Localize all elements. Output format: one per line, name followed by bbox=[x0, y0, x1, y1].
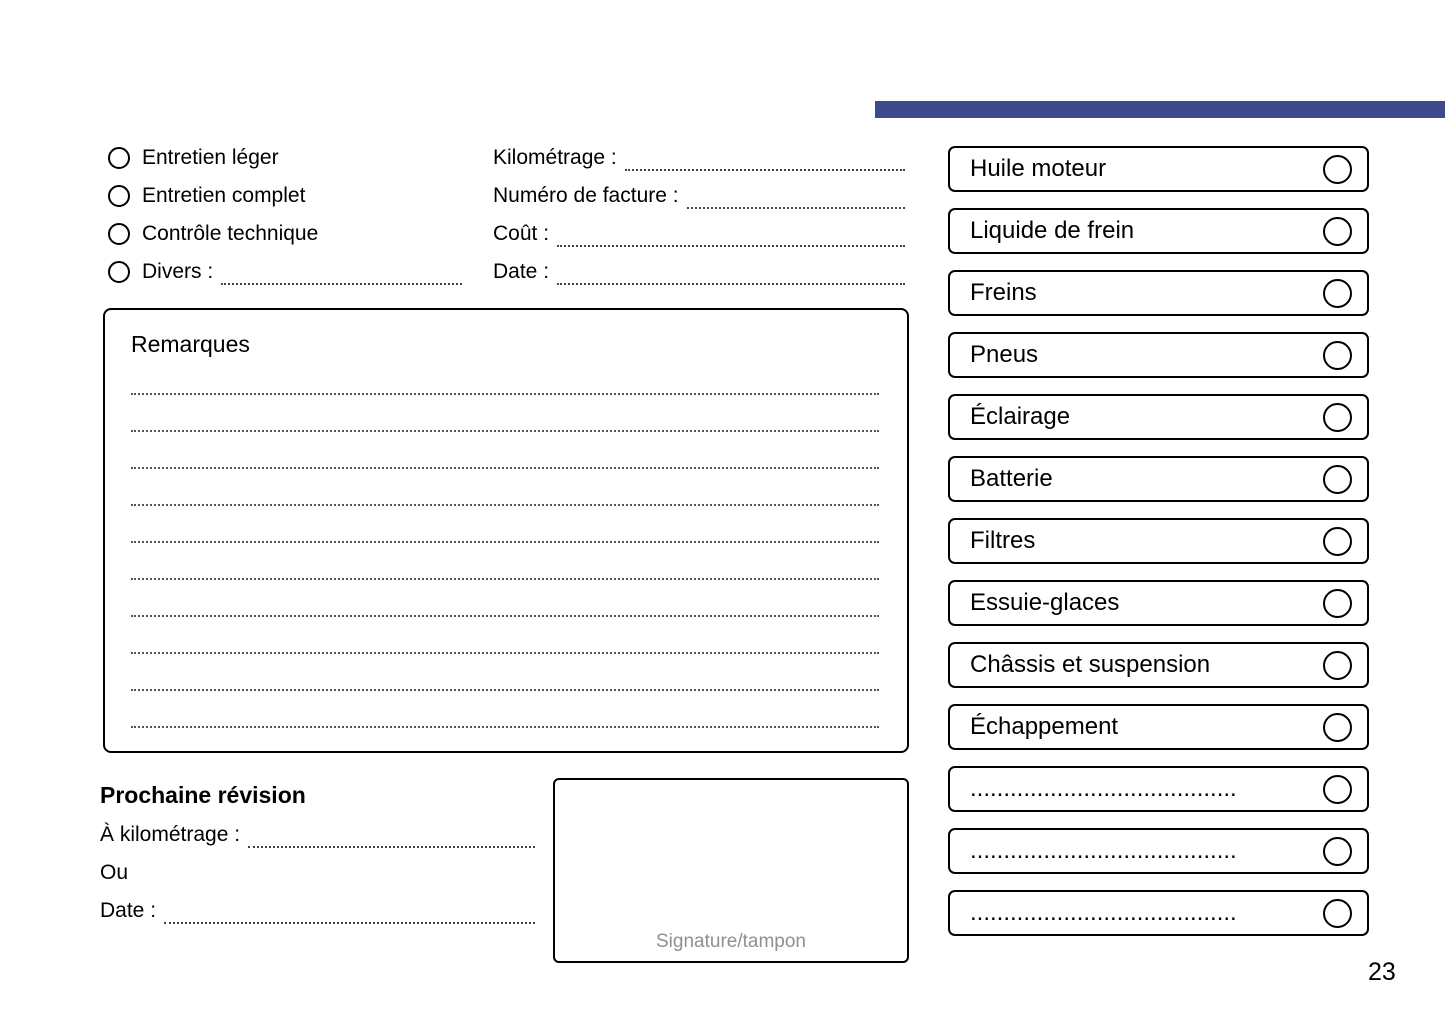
checklist-item-blank bbox=[948, 890, 1369, 936]
service-type-options bbox=[108, 139, 462, 291]
field-label: Kilométrage : bbox=[493, 146, 617, 169]
checklist-item-blank bbox=[948, 828, 1369, 874]
checklist-item-label: Éclairage bbox=[970, 403, 1071, 430]
checklist-item-label: Châssis et suspension bbox=[970, 651, 1211, 678]
checklist-item bbox=[948, 146, 1369, 192]
dotted-fill-line bbox=[557, 259, 905, 285]
invoice-fields bbox=[493, 139, 905, 291]
checklist-item-label: Huile moteur bbox=[970, 155, 1107, 182]
dotted-fill-line bbox=[131, 691, 879, 728]
check-circle[interactable] bbox=[1323, 527, 1352, 556]
next-service-title: Prochaine révision bbox=[100, 781, 306, 808]
checklist-item bbox=[948, 394, 1369, 440]
check-circle[interactable] bbox=[1323, 279, 1352, 308]
checklist-item-label: Freins bbox=[970, 279, 1037, 306]
field-label: À kilométrage : bbox=[100, 823, 241, 846]
dotted-fill-line bbox=[131, 654, 879, 691]
checklist-item-label: Liquide de frein bbox=[970, 217, 1135, 244]
checklist-item bbox=[948, 580, 1369, 626]
inspection-checklist bbox=[948, 146, 1369, 952]
service-option-row bbox=[108, 215, 462, 253]
dotted-fill-line bbox=[131, 506, 879, 543]
signature-box bbox=[553, 778, 909, 963]
service-option-label: Entretien complet bbox=[142, 184, 306, 207]
service-option-label: Divers : bbox=[142, 260, 214, 283]
service-option-row bbox=[108, 253, 462, 291]
dotted-fill-line bbox=[131, 543, 879, 580]
service-option-row bbox=[108, 177, 462, 215]
page-number: 23 bbox=[1368, 958, 1396, 986]
field-label: Date : bbox=[100, 899, 157, 922]
check-circle[interactable] bbox=[1323, 155, 1352, 184]
next-service-km-row bbox=[100, 816, 535, 854]
remarks-title: Remarques bbox=[131, 331, 250, 357]
form-field-row bbox=[493, 139, 905, 177]
checklist-item-blank bbox=[948, 766, 1369, 812]
checklist-item-label: Essuie-glaces bbox=[970, 589, 1120, 616]
dotted-fill-line bbox=[164, 898, 535, 924]
dotted-fill-line bbox=[131, 432, 879, 469]
dotted-fill-line bbox=[131, 617, 879, 654]
checklist-item bbox=[948, 456, 1369, 502]
dotted-fill-line bbox=[248, 822, 535, 848]
radio-circle[interactable] bbox=[108, 147, 130, 169]
checklist-item bbox=[948, 704, 1369, 750]
dotted-fill-line bbox=[131, 358, 879, 395]
dotted-fill-line bbox=[131, 469, 879, 506]
checklist-item bbox=[948, 270, 1369, 316]
checklist-item-label: Pneus bbox=[970, 341, 1039, 368]
checklist-item bbox=[948, 208, 1369, 254]
dotted-fill-line bbox=[557, 221, 905, 247]
form-field-row bbox=[493, 177, 905, 215]
dotted-fill-line bbox=[625, 145, 905, 171]
header-accent-bar bbox=[875, 101, 1445, 118]
service-option-label: Contrôle technique bbox=[142, 222, 319, 245]
checklist-item-label: ........................................ bbox=[970, 899, 1237, 926]
dotted-fill-line bbox=[221, 259, 462, 285]
checklist-item-label: Filtres bbox=[970, 527, 1036, 554]
check-circle[interactable] bbox=[1323, 713, 1352, 742]
service-option-row bbox=[108, 139, 462, 177]
check-circle[interactable] bbox=[1323, 465, 1352, 494]
check-circle[interactable] bbox=[1323, 403, 1352, 432]
or-label: Ou bbox=[100, 861, 129, 884]
form-field-row bbox=[493, 253, 905, 291]
checklist-item-label: Batterie bbox=[970, 465, 1053, 492]
signature-label: Signature/tampon bbox=[656, 931, 806, 952]
checklist-item-label: Échappement bbox=[970, 713, 1119, 740]
field-label: Coût : bbox=[493, 222, 550, 245]
check-circle[interactable] bbox=[1323, 775, 1352, 804]
dotted-fill-line bbox=[687, 183, 905, 209]
checklist-item bbox=[948, 642, 1369, 688]
checklist-item bbox=[948, 518, 1369, 564]
check-circle[interactable] bbox=[1323, 651, 1352, 680]
checklist-item-label: ........................................ bbox=[970, 837, 1237, 864]
service-option-label: Entretien léger bbox=[142, 146, 279, 169]
check-circle[interactable] bbox=[1323, 217, 1352, 246]
next-service-or-row bbox=[100, 854, 535, 892]
check-circle[interactable] bbox=[1323, 589, 1352, 618]
dotted-fill-line bbox=[131, 395, 879, 432]
field-label: Numéro de facture : bbox=[493, 184, 679, 207]
field-label: Date : bbox=[493, 260, 550, 283]
radio-circle[interactable] bbox=[108, 223, 130, 245]
form-field-row bbox=[493, 215, 905, 253]
radio-circle[interactable] bbox=[108, 185, 130, 207]
radio-circle[interactable] bbox=[108, 261, 130, 283]
next-service-section bbox=[100, 774, 535, 930]
checklist-item bbox=[948, 332, 1369, 378]
next-service-date-row bbox=[100, 892, 535, 930]
check-circle[interactable] bbox=[1323, 837, 1352, 866]
check-circle[interactable] bbox=[1323, 899, 1352, 928]
check-circle[interactable] bbox=[1323, 341, 1352, 370]
dotted-fill-line bbox=[131, 580, 879, 617]
checklist-item-label: ........................................ bbox=[970, 775, 1237, 802]
remarks-box bbox=[103, 308, 909, 753]
remarks-lines bbox=[131, 358, 879, 728]
